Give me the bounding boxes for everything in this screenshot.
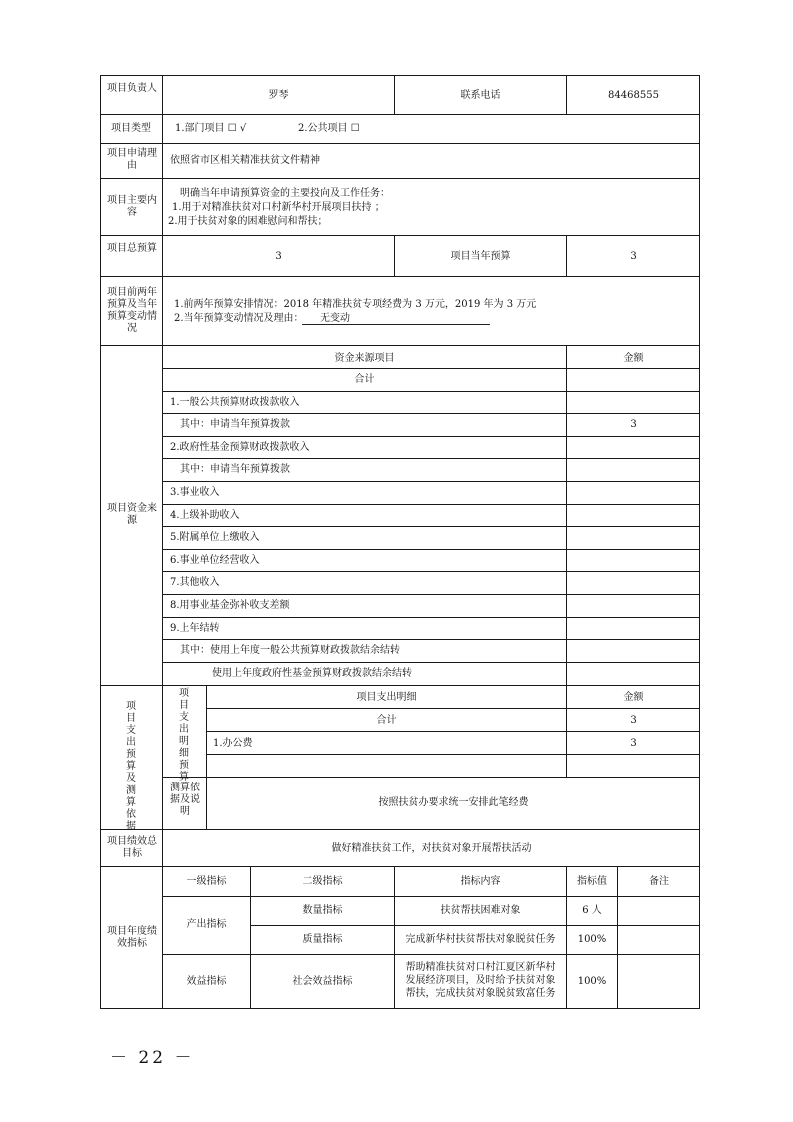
funding-row-item: 3.事业收入 [170, 487, 220, 498]
funding-row-divider [162, 458, 700, 459]
funding-row-item: 5.附属单位上缴收入 [170, 532, 260, 543]
phone-label: 联系电话 [460, 90, 501, 101]
content-label: 项目主要内容 [107, 195, 157, 218]
prev-budget-row [100, 276, 700, 346]
indicator-value: 100% [577, 976, 607, 987]
funding-row-item: 9.上年结转 [170, 623, 220, 634]
type-label: 项目类型 [111, 123, 151, 134]
indicator-content: 帮助精准扶贫对口村江夏区新华村发展经济项目，及时给予扶贫对象帮扶，完成扶贫对象脱贫致富任务 [405, 962, 556, 999]
indicator-header: 一级指标 [186, 876, 227, 887]
goal-text: 做好精准扶贫工作，对扶贫对象开展帮扶活动 [331, 843, 532, 854]
funding-row-item: 8.用事业基金弥补收支差额 [170, 600, 290, 611]
indicator-value: 100% [577, 934, 607, 945]
type-option-public: 2.公共项目 ☐ [298, 123, 360, 134]
indicator-header: 备注 [649, 876, 669, 887]
content-line: 明确当年申请预算资金的主要投向及工作任务： [180, 188, 390, 199]
prev-budget-label: 项目前两年预算及当年预算变动情况 [107, 287, 157, 334]
funding-row-divider [162, 594, 700, 595]
indicator-header: 指标值 [577, 876, 607, 887]
indicator-level2: 质量指标 [302, 934, 343, 945]
prev-budget-line2-prefix: 2.当年预算变动情况及理由： [174, 313, 304, 324]
total-budget-value: 3 [275, 251, 282, 262]
funding-header-amount: 金额 [623, 353, 644, 364]
expense-row-amount: 3 [630, 738, 637, 749]
expense-header-item: 项目支出明细 [356, 692, 417, 703]
funding-row-divider [162, 413, 700, 414]
type-option-department: 1.部门项目 ☐ √ [175, 123, 247, 134]
funding-row-item: 4.上级补助收入 [170, 510, 240, 521]
reason-text: 依照省市区相关精准扶贫文件精神 [170, 155, 320, 166]
funding-row-divider [162, 662, 700, 663]
funding-row-divider [162, 504, 700, 505]
funding-row-amount: 3 [630, 419, 637, 430]
funding-row-divider [162, 571, 700, 572]
expense-row-item: 1.办公费 [213, 738, 253, 749]
funding-header-item: 资金来源项目 [334, 353, 395, 364]
prev-budget-line1: 1.前两年预算安排情况：2018 年精准扶贫专项经费为 3 万元，2019 年为 3 万元 [174, 299, 537, 310]
expense-basis-label: 测算依据及说明 [170, 782, 200, 817]
indicator-header: 指标内容 [460, 876, 501, 887]
indicators-label: 项目年度绩效指标 [107, 926, 157, 949]
funding-row-item: 1.一般公共预算财政拨款收入 [170, 397, 300, 408]
indicator-level2: 数量指标 [302, 905, 343, 916]
indicator-content: 扶贫帮扶困难对象 [440, 905, 521, 916]
content-line: 2.用于扶贫对象的困难慰问和帮扶； [168, 216, 328, 227]
phone-value: 84468555 [608, 90, 659, 101]
funding-row-divider [162, 617, 700, 618]
reason-label: 项目申请理由 [107, 148, 157, 171]
leader-name: 罗琴 [268, 90, 289, 101]
page-number: － 22 － [110, 1048, 195, 1068]
prev-budget-line2-value: 无变动 [320, 313, 350, 324]
funding-row-item: 其中：使用上年度一般公共预算财政拨款结余结转 [180, 645, 400, 656]
funding-row-divider [162, 526, 700, 527]
funding-row-divider [162, 639, 700, 640]
expense-row-amount: 3 [630, 715, 637, 726]
total-budget-label: 项目总预算 [107, 243, 157, 254]
funding-row-item: 使用上年度政府性基金预算财政拨款结余结转 [212, 668, 412, 679]
expense-label: 项目支出预算及测算依据 [126, 701, 136, 832]
funding-row-item: 7.其他收入 [170, 577, 220, 588]
funding-row-item: 其中：申请当年预算拨款 [180, 464, 290, 475]
current-budget-value: 3 [630, 251, 637, 262]
funding-row-divider [162, 549, 700, 550]
indicator-level2: 社会效益指标 [292, 976, 353, 987]
expense-header-amount: 金额 [623, 692, 644, 703]
indicator-level1: 产出指标 [186, 919, 227, 930]
funding-row-item: 6.事业单位经营收入 [170, 555, 260, 566]
indicator-level1: 效益指标 [186, 976, 227, 987]
indicator-header: 二级指标 [302, 876, 343, 887]
funding-row-divider [162, 391, 700, 392]
goal-label: 项目绩效总目标 [107, 836, 157, 859]
current-budget-label: 项目当年预算 [450, 251, 511, 262]
prev-budget-underline [302, 324, 490, 325]
indicator-value: 6 人 [582, 905, 602, 916]
leader-label: 项目负责人 [107, 83, 157, 94]
expense-row-item: 合计 [376, 715, 397, 726]
funding-row-item: 合计 [354, 374, 375, 385]
funding-row-item: 其中：申请当年预算拨款 [180, 419, 290, 430]
funding-row-item: 2.政府性基金预算财政拨款收入 [170, 442, 310, 453]
expense-basis-text: 按照扶贫办要求统一安排此笔经费 [378, 797, 529, 808]
funding-row-divider [162, 481, 700, 482]
content-line: 1.用于对精准扶贫对口村新华村开展项目扶持 ； [172, 202, 385, 213]
funding-row-divider [162, 436, 700, 437]
funding-label: 项目资金来源 [107, 503, 157, 526]
funding-row-divider [162, 368, 700, 369]
expense-detail-label: 项目支出明细预算 [179, 688, 189, 783]
indicator-content: 完成新华村扶贫帮扶对象脱贫任务 [405, 934, 556, 945]
